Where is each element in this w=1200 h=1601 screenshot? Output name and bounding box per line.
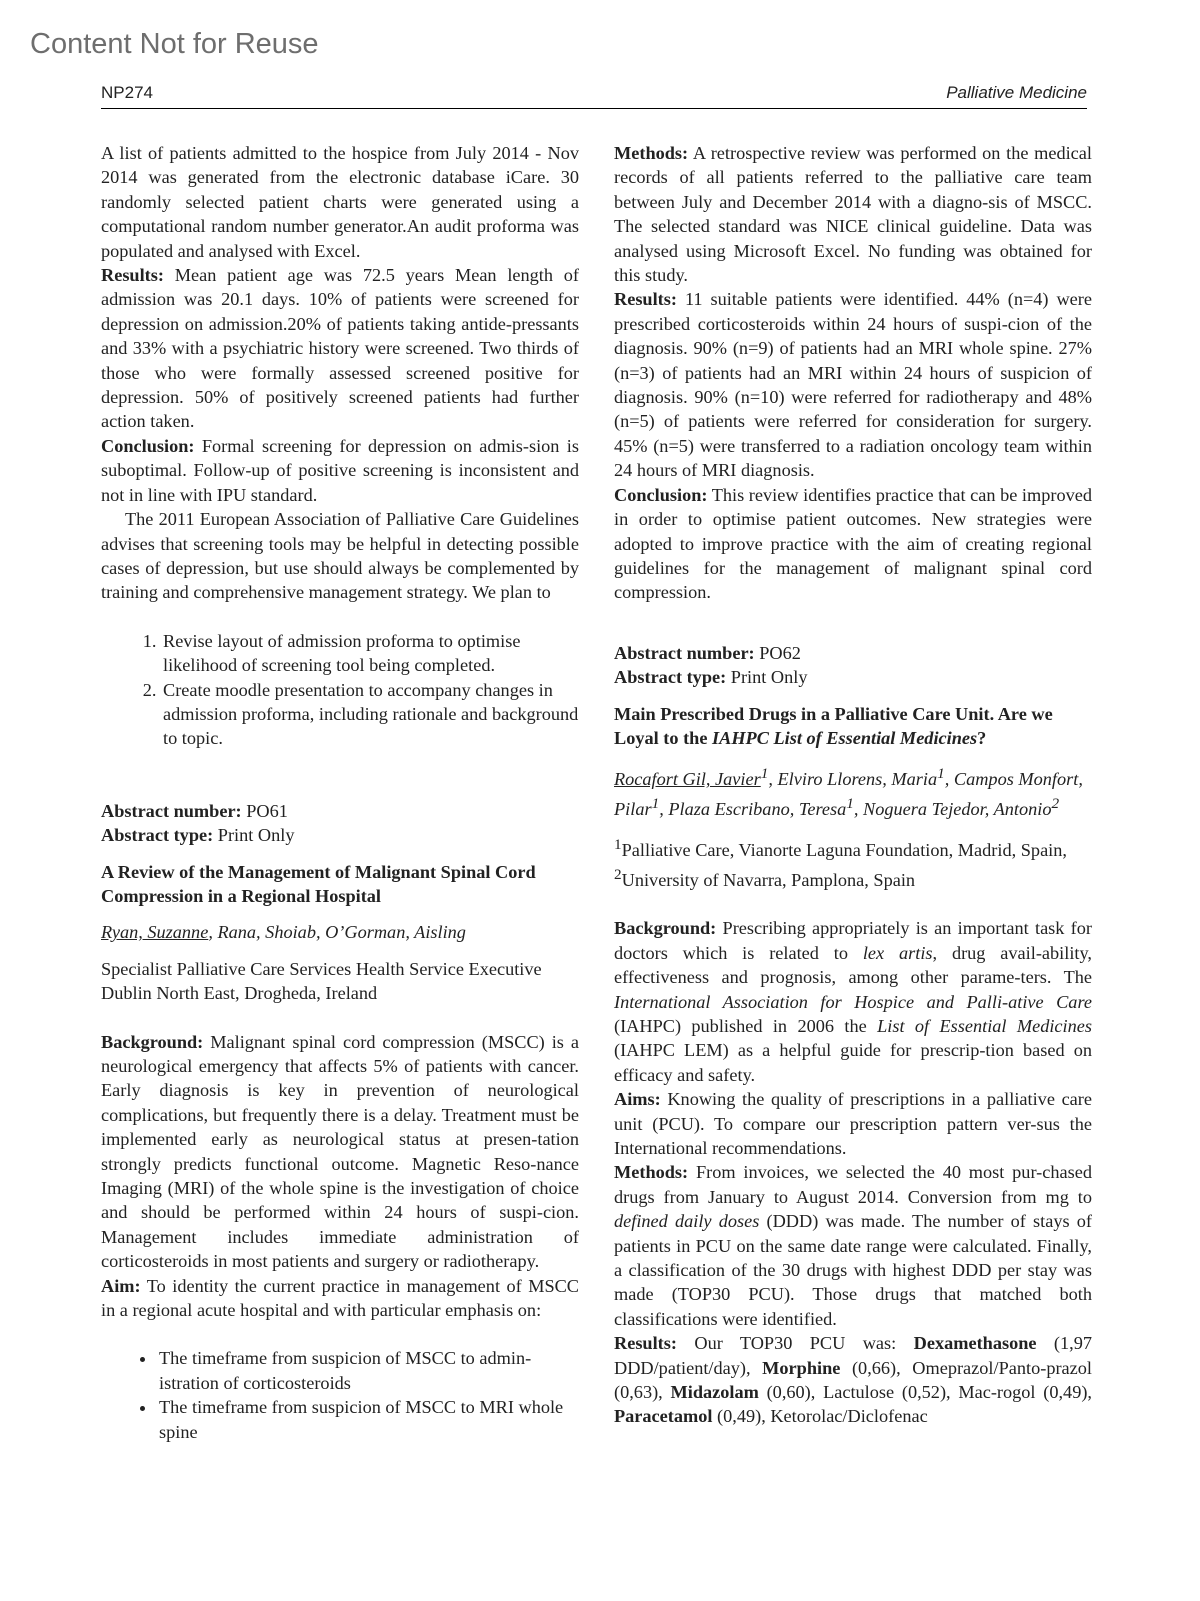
list-item: 2. Create moodle presentation to accompany changes in admission proforma, including rationale and background to topic.: [161, 678, 579, 751]
conclusion-paragraph: [101, 434, 579, 507]
abstract-type-label: Abstract type:: [614, 667, 727, 688]
abstract-authors: [101, 920, 579, 944]
aim-label: Aim:: [101, 1275, 141, 1296]
abstract-number-value: PO61: [241, 800, 288, 821]
aims-paragraph: [614, 1087, 1092, 1160]
methods2-paragraph: [614, 1160, 1092, 1331]
background-text: Malignant spinal cord compression (MSCC) is a neurological emergency that affects 5% of patients with cancer. Early diagnosis is key in prevention of neurological complications, but frequently there is a delay. Treatment must be implemented early as neurological status at presen-tation strongly predicts functional outcome. Magnetic Reso-nance Imaging (MRI) of the whole spine is the investigation of choice and should be performed within 24 hours of suspi-cion. Management includes immediate administration of corticosteroids in most patients and surgery or radiotherapy.: [101, 1031, 579, 1272]
results2-paragraph: [614, 1331, 1092, 1429]
list-item: • The timeframe from suspicion of MSCC to admin-istration of corticosteroids: [157, 1346, 579, 1395]
abstract-type-value: Print Only: [726, 667, 808, 688]
abstract-number: [614, 641, 1092, 665]
abstract-type-value: Print Only: [213, 825, 295, 846]
methods-label: Methods:: [614, 143, 689, 163]
drug-name: Midazolam: [670, 1382, 759, 1403]
results-text: (0,60), Lactulose (0,52), Mac-rogol (0,49),: [758, 1382, 1092, 1403]
affil-sup: 2: [614, 865, 622, 883]
methods-paragraph: A list of patients admitted to the hospice from July 2014 - Nov 2014 was generated from the electronic database iCare. 30 randomly selected patient charts were generated using a computational random number generator.An audit proforma was populated and analysed with Excel.: [101, 143, 579, 261]
results-text: (0,66), Omeprazol/Panto-prazol (0,63),: [614, 1357, 1092, 1403]
presenting-author: Rocafort Gil, Javier: [614, 769, 761, 790]
other-authors: , Rana, Shoiab, O’Gorman, Aisling: [208, 922, 466, 943]
background-paragraph: [614, 916, 1092, 1087]
results-paragraph: [614, 287, 1092, 482]
title-italic: IAHPC List of Essential Medicines: [712, 727, 978, 748]
methods-text: A retrospective review was performed on the medical records of all patients referred to the palliative care team between July and December 2014 with a diagno-sis of MSCC. The selected standard was NICE clinical guideline. Data was analysed using Microsoft Excel. No funding was obtained for this study.: [614, 143, 1092, 286]
abstract-authors: [614, 762, 1092, 821]
list-item: 1. Revise layout of admission proforma to optimise likelihood of screening tool being completed.: [161, 629, 579, 678]
author-sup: 1: [937, 765, 945, 783]
abstract-title: A Review of the Management of Malignant Spinal Cord Compression in a Regional Hospital: [101, 861, 536, 906]
background-label: Background:: [101, 1031, 204, 1052]
left-column: [101, 141, 579, 1444]
methods-paragraph: [614, 141, 1092, 287]
background-italic: International Association for Hospice and Palli-ative Care: [614, 991, 1092, 1012]
aim-bullets: [101, 1346, 579, 1444]
aims-label: Aims:: [614, 1089, 661, 1110]
aim-text: To identity the current practice in management of MSCC in a regional acute hospital and with particular emphasis on:: [101, 1275, 579, 1321]
conclusion-paragraph: [614, 483, 1092, 605]
author-sup: 1: [760, 765, 769, 783]
background-text: , drug avail-ability, effectiveness and prognosis, among other parame-ters. The: [614, 942, 1093, 988]
background-text: (IAHPC LEM) as a helpful guide for prescrip-tion based on efficacy and safety.: [614, 1040, 1092, 1085]
affil-sup: 1: [614, 836, 622, 854]
abstract-type: [614, 665, 1092, 689]
methods-text: (DDD) was made. The number of stays of patients in PCU on the same date range were calculated. Finally, a classification of the 30 drugs with highest DDD per stay was made (TOP30 PCU). Those drugs that matched both classifications were identified.: [614, 1211, 1092, 1329]
abstract-affiliation: [614, 833, 1092, 892]
author-sup: 1: [651, 794, 660, 812]
abstract-number-label: Abstract number:: [614, 642, 755, 663]
conclusion-text: Formal screening for depression on admis-sion is suboptimal. Follow-up of positive screening is inconsistent and not in line with IPU standard.: [101, 435, 579, 505]
background-italic: List of Essential Medicines: [877, 1015, 1092, 1036]
journal-name: Palliative Medicine: [946, 83, 1087, 102]
methods-text: From invoices, we selected the 40 most pur-chased drugs from January to August 2014. Conversion from mg to: [614, 1162, 1092, 1207]
running-header: [101, 82, 1087, 109]
abstract-type: [101, 823, 579, 847]
results-text: (1,97 DDD/patient/day),: [614, 1333, 1092, 1378]
presenting-author: Ryan, Suzanne: [101, 922, 209, 943]
author-name: , Campos Monfort, Pilar: [614, 769, 1083, 819]
results-label: Results:: [101, 265, 164, 286]
abstract-type-label: Abstract type:: [101, 825, 214, 846]
methods-label: Methods:: [614, 1162, 689, 1183]
author-sup: 1: [846, 794, 854, 812]
results-label: Results:: [614, 1333, 677, 1354]
drug-name: Dexamethasone: [913, 1333, 1037, 1354]
abstract-number-value: PO62: [754, 642, 801, 663]
abstract-number-label: Abstract number:: [101, 800, 242, 821]
title-end: ?: [977, 727, 987, 748]
author-name: , Elviro Llorens, Maria: [768, 769, 938, 790]
guidelines-paragraph: The 2011 European Association of Palliative Care Guidelines advises that screening tools may be helpful in detecting possible cases of depression, but use should always be complemented by training and comprehensive management strategy. We plan to: [101, 509, 579, 603]
watermark: Content Not for Reuse: [30, 28, 319, 60]
abstract-title: [614, 702, 1092, 751]
title-text: Main Prescribed Drugs in a Palliative Care Unit. Are we Loyal to the: [614, 703, 1053, 748]
drug-name: Paracetamol: [614, 1406, 713, 1427]
results-text: (0,49), Ketorolac/Diclofenac: [712, 1406, 928, 1427]
background-label: Background:: [614, 918, 717, 939]
list-item: • The timeframe from suspicion of MSCC to MRI whole spine: [157, 1395, 579, 1444]
results-text: 11 suitable patients were identified. 44% (n=4) were prescribed corticosteroids within 24 hours of suspi-cion of the diagnosis. 90% (n=9) of patients had an MRI whole spine. 27% (n=3) of patients had an MRI within 24 hours of suspicion of diagnosis. 90% (n=10) were referred for radiotherapy and 48% (n=5) of patients were referred for consideration for surgery. 45% (n=5) were transferred to a radiation oncology team within 24 hours of MRI diagnosis.: [614, 289, 1092, 481]
results-text: Our TOP30 PCU was:: [676, 1333, 914, 1354]
results-label: Results:: [614, 289, 677, 310]
methods-italic: defined daily doses: [614, 1211, 760, 1232]
aim-paragraph: [101, 1274, 579, 1323]
affil-text: University of Navarra, Pamplona, Spain: [621, 869, 916, 890]
results-paragraph: [101, 263, 579, 434]
conclusion-label: Conclusion:: [101, 435, 195, 456]
abstract-number: [101, 799, 579, 823]
abstract-affiliation: Specialist Palliative Care Services Health Service Executive Dublin North East, Drogheda, Ireland: [101, 958, 542, 1004]
plan-list: [101, 629, 579, 751]
background-text: Prescribing appropriately is an important task for doctors which is related to: [614, 918, 1092, 963]
conclusion-text: This review identifies practice that can be improved in order to optimise patient outcomes. New strategies were adopted to improve practice with the aim of creating regional guidelines for the management of malignant spinal cord compression.: [614, 484, 1092, 603]
right-column: [614, 141, 1092, 1429]
drug-name: Morphine: [762, 1357, 841, 1378]
aims-text: Knowing the quality of prescriptions in a palliative care unit (PCU). To compare our prescription pattern ver-sus the International recommendations.: [614, 1089, 1092, 1158]
affil-text: Palliative Care, Vianorte Laguna Foundation, Madrid, Spain,: [621, 840, 1067, 861]
author-name: , Noguera Tejedor, Antonio: [853, 798, 1052, 819]
background-italic: lex artis: [862, 942, 933, 963]
results-text: Mean patient age was 72.5 years Mean length of admission was 20.1 days. 10% of patients were screened for depression on admission.20% of patients taking antide-pressants and 33% with a psychiatric history were screened. Two thirds of those who were formally assessed screened positive for depression. 50% of positively screened patients had further action taken.: [101, 265, 579, 432]
background-text: (IAHPC) published in 2006 the: [614, 1015, 878, 1036]
background-paragraph: [101, 1030, 579, 1274]
conclusion-label: Conclusion:: [614, 484, 708, 505]
author-sup: 2: [1051, 794, 1060, 812]
author-name: , Plaza Escribano, Teresa: [659, 798, 847, 819]
page-id: NP274: [101, 83, 153, 102]
